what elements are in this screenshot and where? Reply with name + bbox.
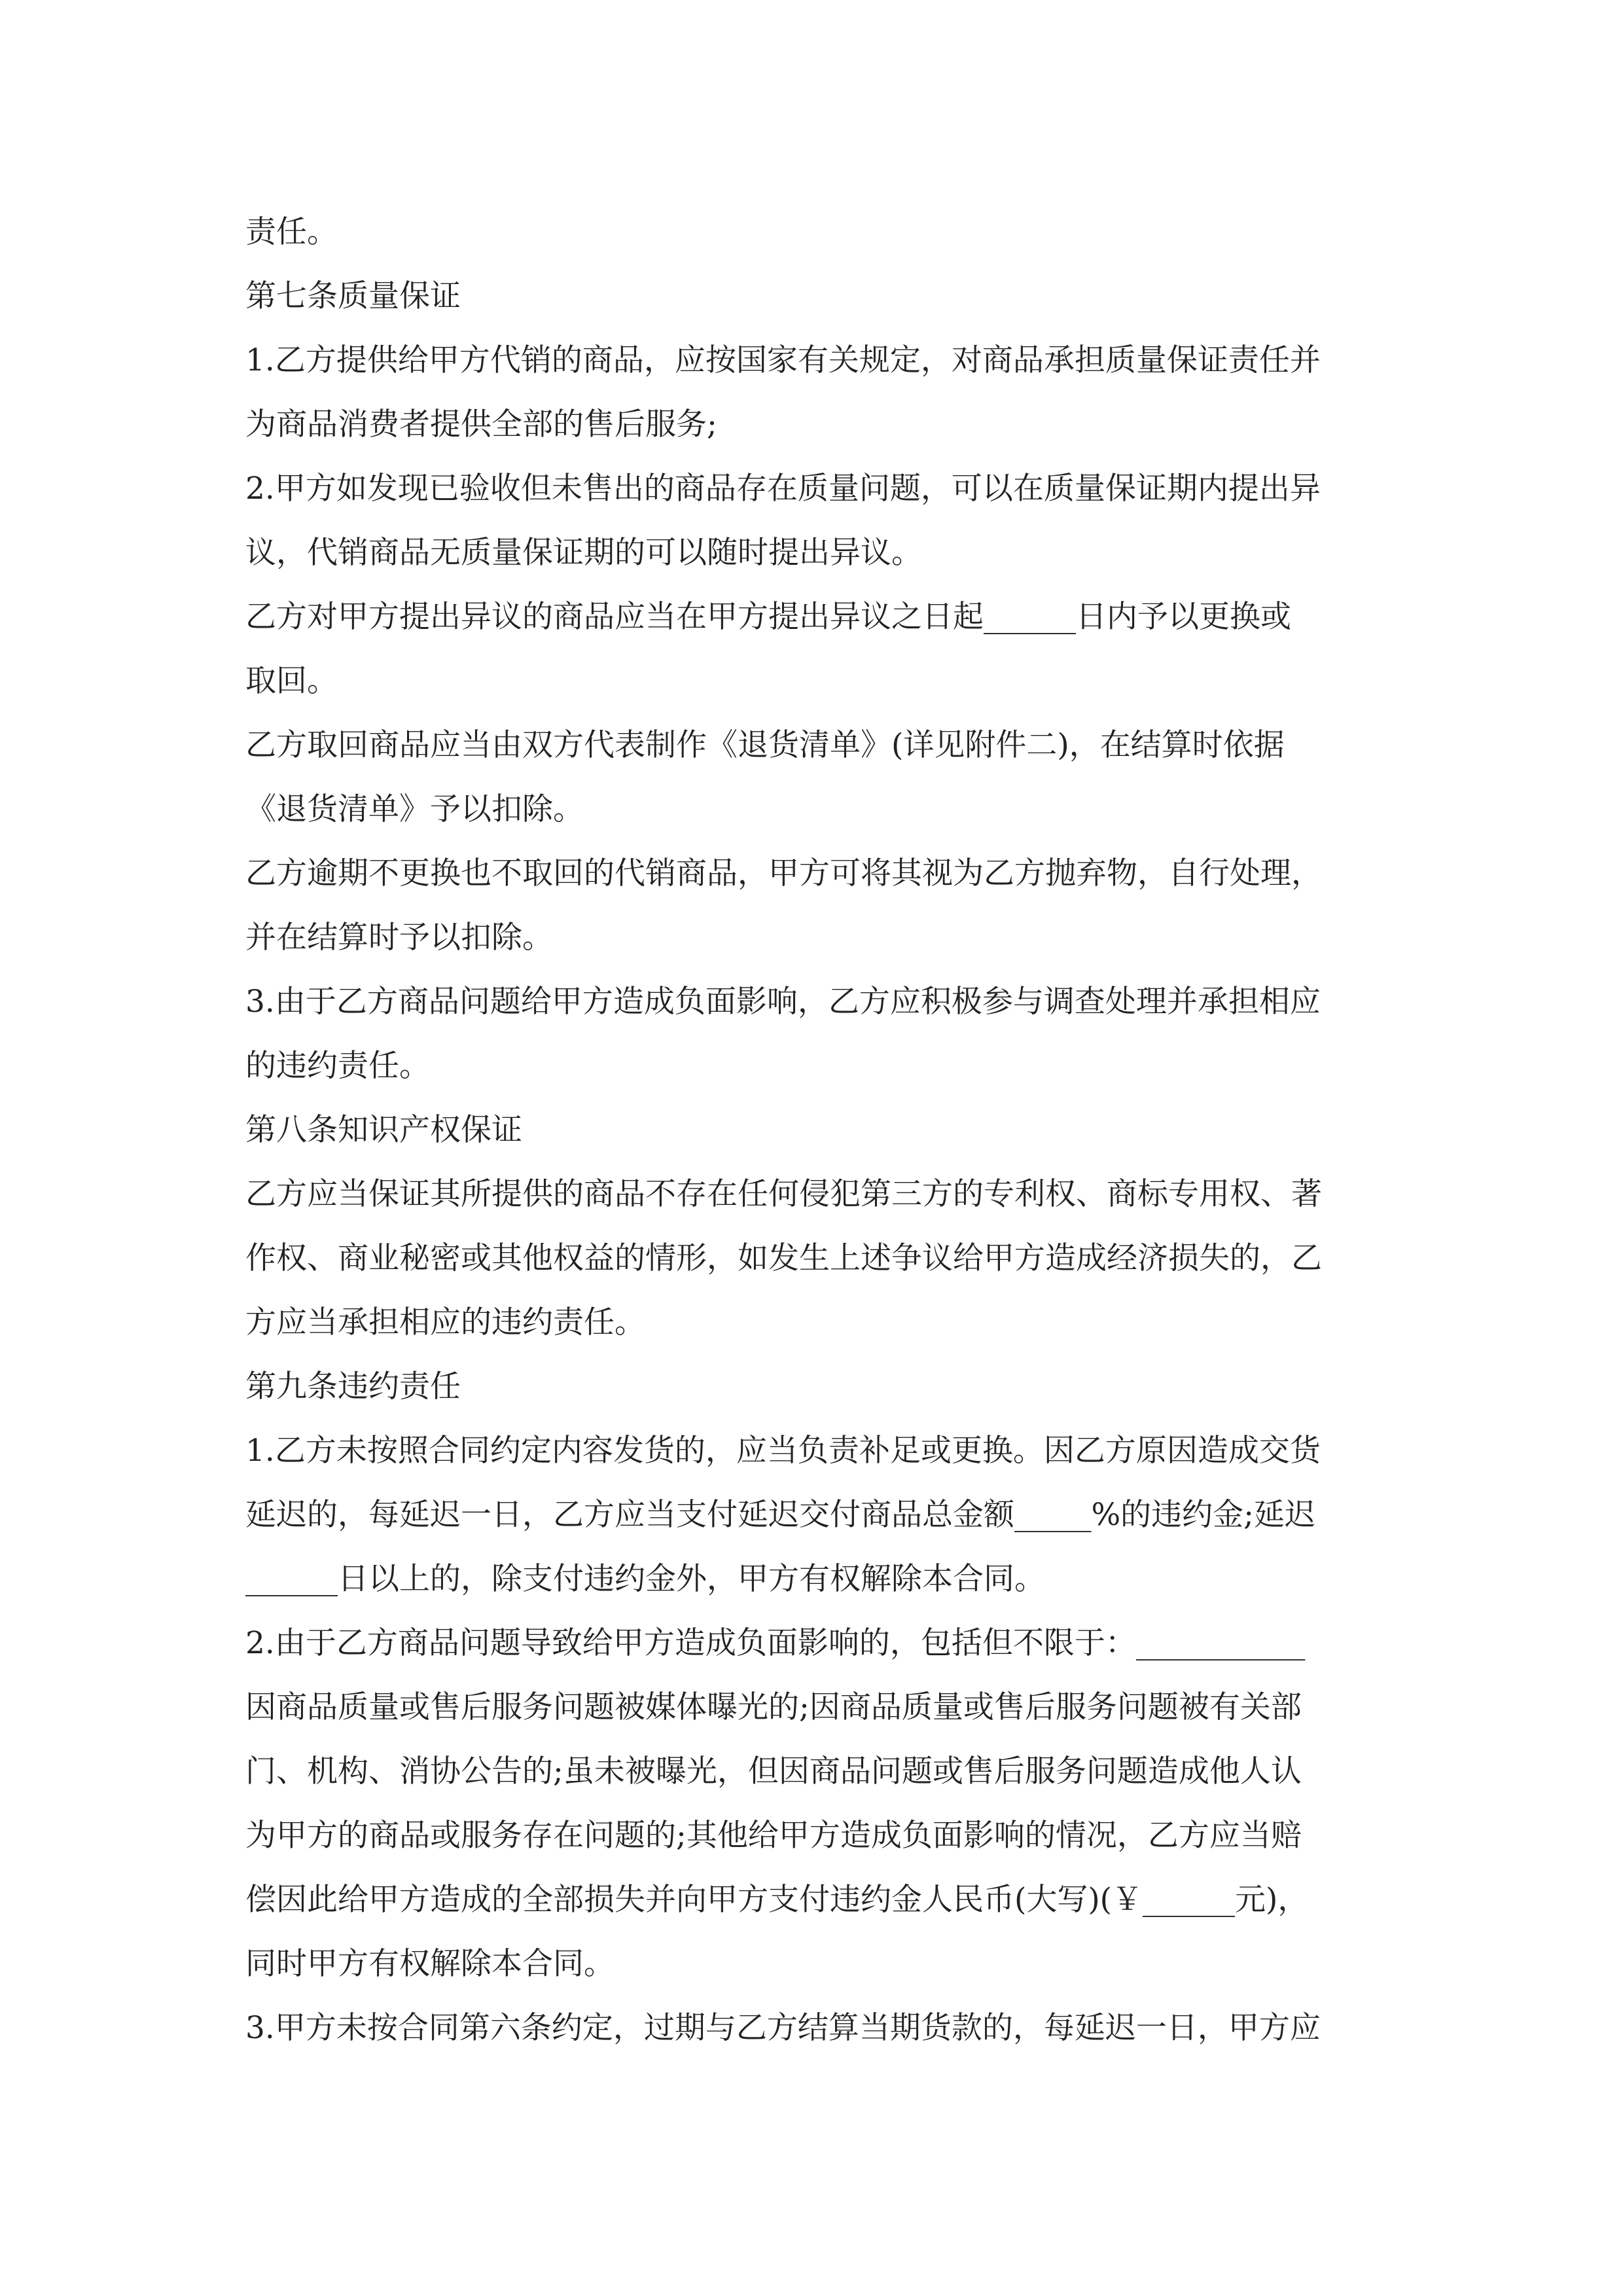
text-line: 第七条质量保证 <box>245 278 461 314</box>
document-body <box>245 200 1381 2060</box>
text-line: 为商品消费者提供全部的售后服务; <box>245 406 717 442</box>
text-line: 乙方逾期不更换也不取回的代销商品，甲方可将其视为乙方抛弃物，自行处理， <box>245 855 1322 891</box>
text-line: 1.乙方未按照合同约定内容发货的，应当负责补足或更换。因乙方原因造成交货 <box>245 1433 1321 1469</box>
text-line: 3.由于乙方商品问题给甲方造成负面影响，乙方应积极参与调查处理并承担相应 <box>245 984 1321 1020</box>
text-line: 因商品质量或售后服务问题被媒体曝光的;因商品质量或售后服务问题被有关部 <box>245 1689 1302 1725</box>
text-line: 作权、商业秘密或其他权益的情形，如发生上述争议给甲方造成经济损失的，乙 <box>245 1240 1322 1276</box>
text-line: 取回。 <box>245 663 338 699</box>
text-line: 乙方取回商品应当由双方代表制作《退货清单》(详见附件二)，在结算时依据 <box>245 727 1285 763</box>
text-line: 2.由于乙方商品问题导致给甲方造成负面影响的，包括但不限于：___________ <box>245 1625 1306 1661</box>
text-line: 2.甲方如发现已验收但未售出的商品存在质量问题，可以在质量保证期内提出异 <box>245 471 1321 507</box>
text-line: 门、机构、消协公告的;虽未被曝光，但因商品问题或售后服务问题造成他人认 <box>245 1753 1302 1789</box>
text-line: ______日以上的，除支付违约金外，甲方有权解除本合同。 <box>245 1561 1045 1597</box>
text-line: 偿因此给甲方造成的全部损失并向甲方支付违约金人民币(大写)(￥______元)， <box>245 1882 1309 1918</box>
text-line: 乙方应当保证其所提供的商品不存在任何侵犯第三方的专利权、商标专用权、著 <box>245 1176 1322 1212</box>
text-line: 为甲方的商品或服务存在问题的;其他给甲方造成负面影响的情况，乙方应当赔 <box>245 1818 1302 1854</box>
text-line: 乙方对甲方提出异议的商品应当在甲方提出异议之日起______日内予以更换或 <box>245 599 1291 635</box>
text-line: 第九条违约责任 <box>245 1369 461 1405</box>
text-line: 方应当承担相应的违约责任。 <box>245 1304 645 1340</box>
text-line: 《退货清单》予以扣除。 <box>245 791 584 827</box>
text-line: 并在结算时予以扣除。 <box>245 920 553 956</box>
text-line: 责任。 <box>245 214 338 250</box>
text-line: 议，代销商品无质量保证期的可以随时提出异议。 <box>245 535 922 571</box>
text-line: 同时甲方有权解除本合同。 <box>245 1946 615 1982</box>
text-line: 的违约责任。 <box>245 1048 430 1084</box>
text-line: 3.甲方未按合同第六条约定，过期与乙方结算当期货款的，每延迟一日，甲方应 <box>245 2010 1321 2046</box>
text-line: 1.乙方提供给甲方代销的商品，应按国家有关规定，对商品承担质量保证责任并 <box>245 342 1321 378</box>
text-line: 第八条知识产权保证 <box>245 1112 522 1148</box>
text-line: 延迟的，每延迟一日，乙方应当支付延迟交付商品总金额_____%的违约金;延迟 <box>245 1497 1315 1533</box>
